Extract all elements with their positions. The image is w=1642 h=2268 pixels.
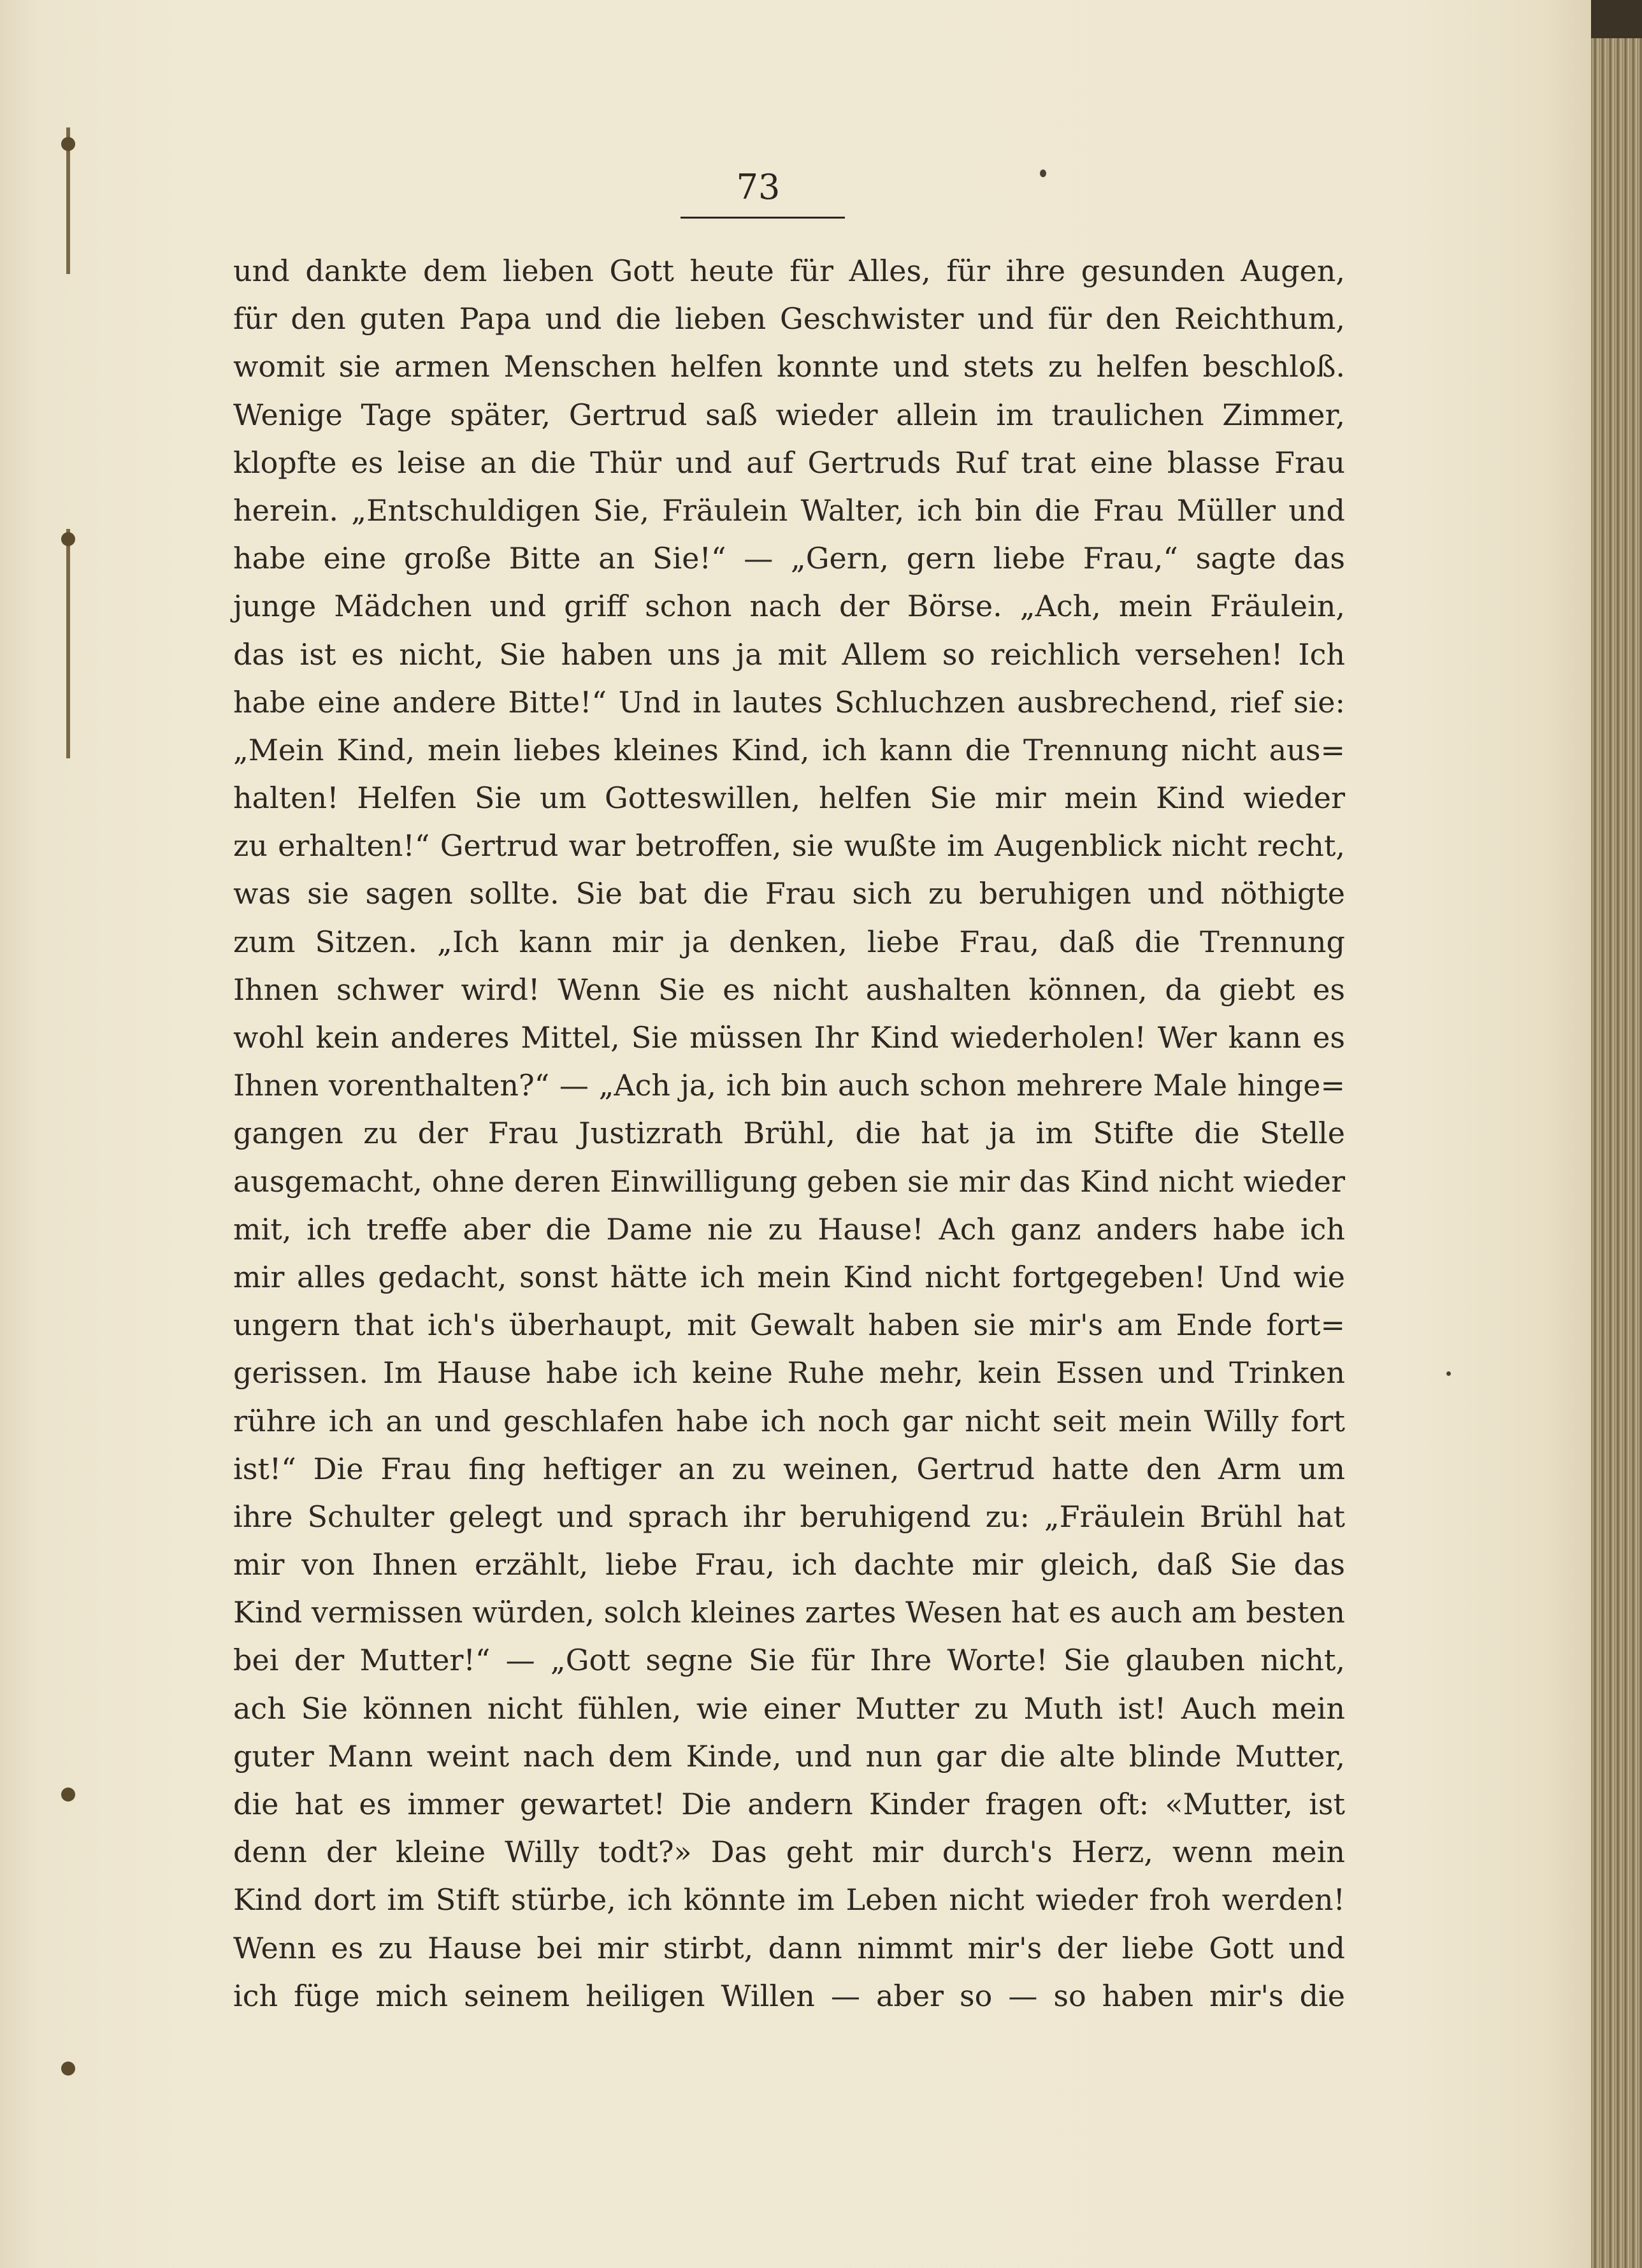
text-line: rühre ich an und geschlafen habe ich noch gar nicht seit mein Willy fort [233, 1403, 1345, 1438]
page-number-rule [681, 217, 845, 219]
text-line: herein. „Entschuldigen Sie, Fräulein Walter, ich bin die Frau Müller und [233, 493, 1345, 528]
text-line: ungern that ich's überhaupt, mit Gewalt haben sie mir's am Ende fort= [233, 1308, 1345, 1343]
text-line: ach Sie können nicht fühlen, wie einer Mutter zu Muth ist! Auch mein [233, 1691, 1345, 1726]
book-edge-shadow [1591, 0, 1642, 38]
text-line: Ihnen vorenthalten?“ — „Ach ja, ich bin auch schon mehrere Male hinge= [233, 1068, 1345, 1103]
text-line: ausgemacht, ohne deren Einwilligung geben sie mir das Kind nicht wieder [233, 1164, 1345, 1199]
text-line: die hat es immer gewartet! Die andern Kinder fragen oft: «Mutter, ist [233, 1787, 1345, 1821]
ink-speck [1040, 170, 1046, 177]
text-line: Ihnen schwer wird! Wenn Sie es nicht aushalten können, da giebt es [233, 972, 1345, 1007]
text-line: zu erhalten!“ Gertrud war betroffen, sie wußte im Augenblick nicht recht, [233, 828, 1345, 863]
text-line: für den guten Papa und die lieben Geschwister und für den Reichthum, [233, 301, 1345, 336]
text-line: mir alles gedacht, sonst hätte ich mein Kind nicht fortgegeben! Und wie [233, 1259, 1345, 1294]
body-text [233, 247, 1345, 2020]
text-line: ihre Schulter gelegt und sprach ihr beruhigend zu: „Fräulein Brühl hat [233, 1499, 1345, 1534]
text-line: habe eine große Bitte an Sie!“ — „Gern, gern liebe Frau,“ sagte das [233, 541, 1345, 576]
text-line: ich füge mich seinem heiligen Willen — aber so — so haben mir's die [233, 1978, 1345, 2013]
text-line: guter Mann weint nach dem Kinde, und nun gar die alte blinde Mutter, [233, 1738, 1345, 1773]
text-line: gerissen. Im Hause habe ich keine Ruhe mehr, kein Essen und Trinken [233, 1355, 1345, 1390]
binding-stitch-2 [61, 532, 75, 546]
binding-stitch-3 [61, 1788, 75, 1802]
text-line: habe eine andere Bitte!“ Und in lautes Schluchzen ausbrechend, rief sie: [233, 684, 1345, 719]
text-line: Kind vermissen würden, solch kleines zartes Wesen hat es auch am besten [233, 1595, 1345, 1630]
text-line: mir von Ihnen erzählt, liebe Frau, ich dachte mir gleich, daß Sie das [233, 1547, 1345, 1582]
text-line: Kind dort im Stift stürbe, ich könnte im Leben nicht wieder froh werden! [233, 1882, 1345, 1918]
text-line: „Mein Kind, mein liebes kleines Kind, ich kann die Trennung nicht aus= [233, 732, 1345, 767]
text-line: klopfte es leise an die Thür und auf Gertruds Ruf trat eine blasse Frau [233, 445, 1345, 480]
text-line: zum Sitzen. „Ich kann mir ja denken, liebe Frau, daß die Trennung [233, 924, 1345, 959]
page-number: 73 [736, 167, 781, 207]
text-line: Wenige Tage später, Gertrud saß wieder allein im traulichen Zimmer, [233, 397, 1345, 432]
text-line: halten! Helfen Sie um Gotteswillen, helfen Sie mir mein Kind wieder [233, 781, 1345, 816]
ink-speck [1446, 1371, 1451, 1376]
text-line: ist!“ Die Frau fing heftiger an zu weinen, Gertrud hatte den Arm um [233, 1451, 1345, 1486]
text-line: gangen zu der Frau Justizrath Brühl, die hat ja im Stifte die Stelle [233, 1116, 1345, 1151]
text-line: bei der Mutter!“ — „Gott segne Sie für Ihre Worte! Sie glauben nicht, [233, 1643, 1345, 1678]
text-line: wohl kein anderes Mittel, Sie müssen Ihr Kind wiederholen! Wer kann es [233, 1020, 1345, 1055]
text-line: junge Mädchen und griff schon nach der Börse. „Ach, mein Fräulein, [233, 589, 1345, 624]
binding-stitch-4 [61, 2062, 75, 2076]
text-line: das ist es nicht, Sie haben uns ja mit Allem so reichlich versehen! Ich [233, 637, 1345, 672]
binding-thread-middle [66, 529, 70, 758]
book-page-edges [1591, 0, 1642, 2268]
text-line: und dankte dem lieben Gott heute für Alles, für ihre gesunden Augen, [233, 254, 1345, 288]
text-line: denn der kleine Willy todt?» Das geht mir durch's Herz, wenn mein [233, 1835, 1345, 1870]
text-line: Wenn es zu Hause bei mir stirbt, dann nimmt mir's der liebe Gott und [233, 1930, 1345, 1965]
text-line: womit sie armen Menschen helfen konnte und stets zu helfen beschloß. [233, 349, 1345, 384]
text-line: mit, ich treffe aber die Dame nie zu Hause! Ach ganz anders habe ich [233, 1211, 1345, 1246]
binding-stitch-1 [61, 137, 75, 151]
text-line: was sie sagen sollte. Sie bat die Frau sich zu beruhigen und nöthigte [233, 876, 1345, 911]
